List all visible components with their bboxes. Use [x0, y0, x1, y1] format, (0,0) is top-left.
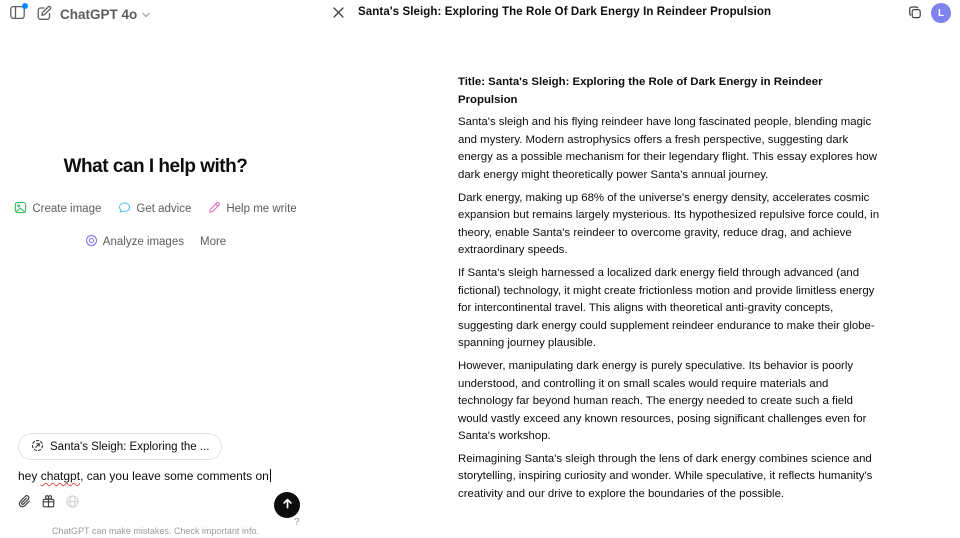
canvas-doc-icon: [31, 439, 44, 455]
page-title: What can I help with?: [63, 156, 248, 177]
model-selector[interactable]: [60, 3, 151, 25]
pen-icon: [208, 201, 221, 217]
model-label: ChatGPT 4o: [60, 6, 138, 22]
input-text: hey: [18, 469, 41, 483]
document-title: Title: Santa's Sleigh: Exploring the Role of Dark Energy in Reindeer Propulsion: [458, 76, 823, 106]
text-cursor: [270, 469, 271, 482]
document-paragraph: Santa's sleigh and his flying reindeer have long fascinated people, blending magic and mystery. Modern astrophysics offers a fresh perspective, suggesting dark energy as a possible mechanism for their legendary flight. This essay explores how dark energy might theoretically power Santa's annual journey.: [458, 116, 877, 181]
attachment-label: Santa's Sleigh: Exploring the ...: [50, 440, 210, 453]
disclaimer-text: ChatGPT can make mistakes. Check important info.: [52, 526, 259, 536]
copy-icon: [907, 5, 923, 24]
gift-button[interactable]: [37, 492, 59, 514]
globe-icon: [65, 494, 80, 512]
copy-button[interactable]: [905, 4, 925, 24]
canvas-attachment-chip[interactable]: [18, 433, 222, 460]
attach-file-button[interactable]: [13, 492, 35, 514]
compose-icon: [36, 5, 52, 24]
close-canvas-button[interactable]: [329, 5, 347, 23]
input-text-misspelled: chatgpt: [40, 469, 81, 483]
document-editor[interactable]: [458, 74, 882, 509]
close-icon: [332, 6, 345, 22]
suggestion-help-me-write[interactable]: [208, 201, 296, 217]
chevron-down-icon: [141, 8, 151, 23]
paperclip-icon: [17, 494, 32, 512]
suggestion-label: Help me write: [226, 203, 297, 215]
chat-panel: [0, 28, 311, 538]
document-paragraph: If Santa's sleigh harnessed a localized dark energy field through advanced (and fictional) technology, it might create frictionless motion and provide limitless energy for intercontinental travel. This aligns with theoretical anti-gravity concepts, suggesting dark energy could supplement reindeer endurance to make their globe-spanning journey plausible.: [458, 266, 875, 350]
search-web-button[interactable]: [61, 492, 83, 514]
new-chat-button[interactable]: [34, 4, 54, 24]
avatar-initial: L: [937, 7, 945, 19]
document-paragraph: Reimagining Santa's sleigh through the lens of dark energy combines science and storytelling, inspiring curiosity and wonder. While speculative, it reflects humanity's creativity and our drive to explore the boundaries of the possible.: [458, 452, 873, 501]
image-icon: [14, 201, 27, 217]
gift-icon: [41, 494, 56, 512]
suggestion-analyze-images[interactable]: [85, 234, 184, 250]
suggestion-label: Analyze images: [102, 236, 184, 248]
suggestion-row-2: [0, 234, 311, 250]
notification-dot: [22, 3, 28, 9]
suggestion-label: Create image: [32, 203, 102, 215]
suggestion-more[interactable]: More: [199, 236, 227, 248]
suggestion-row-1: [0, 201, 311, 217]
sidebar-toggle-button[interactable]: [7, 4, 27, 24]
arrow-up-icon: [281, 497, 294, 513]
document-paragraph: However, manipulating dark energy is purely speculative. Its behavior is poorly understood, and controlling it on small scales would require materials and technology far beyond human reach. The energy needed to create such a field would vastly exceed any known resources, posing significant challenges even for Santa's workshop.: [458, 359, 867, 443]
message-input[interactable]: [18, 469, 271, 483]
suggestion-get-advice[interactable]: [118, 201, 191, 217]
suggestion-label: Get advice: [136, 203, 192, 215]
canvas-title: Santa's Sleigh: Exploring The Role Of Dark Energy In Reindeer Propulsion: [358, 6, 772, 18]
input-text: , can you leave some comments on: [80, 469, 269, 483]
eye-icon: [85, 234, 98, 250]
canvas-panel: [330, 28, 960, 538]
help-button[interactable]: ?: [294, 517, 300, 528]
advice-icon: [118, 201, 131, 217]
send-button[interactable]: [274, 492, 300, 518]
avatar[interactable]: [931, 3, 951, 23]
suggestion-create-image[interactable]: [14, 201, 101, 217]
document-paragraph: Dark energy, making up 68% of the universe's energy density, accelerates cosmic expansion but remains largely mysterious. Its hypothesized repulsive force could, in theory, enable Santa's reindeer to overcome gravity, reduce drag, and achieve extraordinary speeds.: [458, 191, 880, 257]
